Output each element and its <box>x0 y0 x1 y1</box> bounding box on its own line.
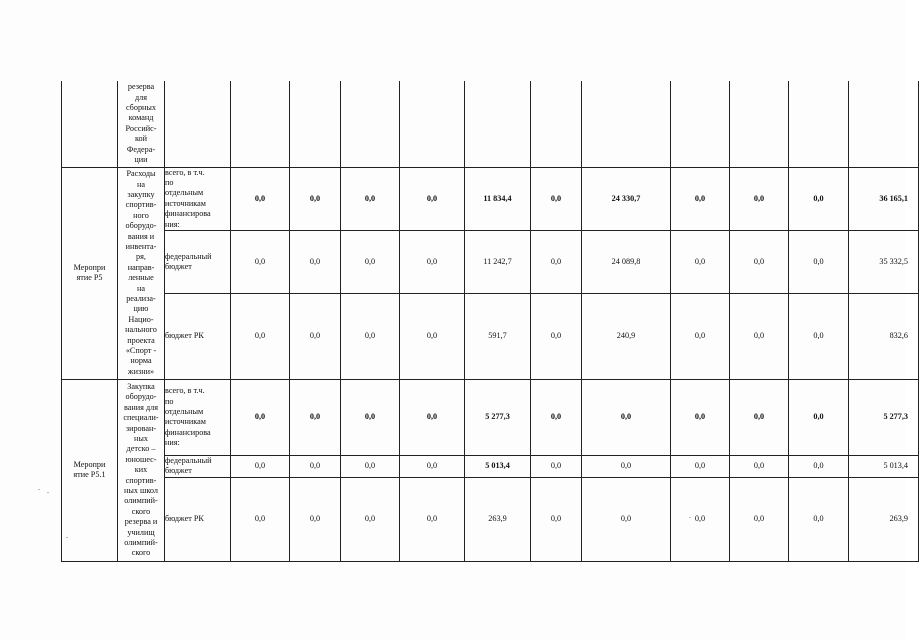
value-cell: 0,0 <box>400 477 465 561</box>
value-cell: 0,0 <box>231 455 290 477</box>
text-line: ского <box>131 548 151 558</box>
value-cell: 0,0 <box>582 455 671 477</box>
value-cell: 0,0 <box>400 379 465 455</box>
text-line: детско – <box>126 444 156 454</box>
text-line: ного <box>133 210 149 220</box>
value-cell: 0,0 <box>231 230 290 293</box>
value-cell: 0,0 <box>341 477 400 561</box>
value-cell: 0,0 <box>531 455 582 477</box>
value-cell <box>531 81 582 167</box>
value-cell: 0,0 <box>671 455 730 477</box>
text-line: по <box>165 177 174 187</box>
value-cell: 0,0 <box>290 477 341 561</box>
value-cell <box>400 81 465 167</box>
text-line: оборудо- <box>125 221 157 231</box>
text-line: ных <box>134 434 148 444</box>
source-cell <box>165 455 231 477</box>
text-line: оборудо- <box>125 392 157 402</box>
scan-speck <box>689 517 691 518</box>
value-cell: 0,0 <box>671 477 730 561</box>
value-cell <box>465 81 531 167</box>
value-cell: 11 242,7 <box>465 230 531 293</box>
value-cell: 24 330,7 <box>582 167 671 230</box>
value-cell: 0,0 <box>341 293 400 379</box>
value-cell: 0,0 <box>531 379 582 455</box>
text-line: норма <box>130 356 152 366</box>
p51-total-row <box>62 379 919 455</box>
event-label <box>62 460 117 481</box>
text-line: ятие Р5.1 <box>73 470 106 480</box>
text-line: на <box>136 283 145 293</box>
value-cell: 0,0 <box>231 167 290 230</box>
value-cell: 0,0 <box>789 477 849 561</box>
measure-name-text <box>118 82 164 165</box>
funding-source-label <box>165 331 230 341</box>
value-cell: 0,0 <box>531 167 582 230</box>
value-cell: 0,0 <box>582 477 671 561</box>
text-line: кой <box>134 134 148 144</box>
value-cell <box>582 81 671 167</box>
value-cell: 0,0 <box>341 455 400 477</box>
measure-name-text <box>118 169 164 377</box>
text-line: всего, в т.ч. <box>165 167 205 177</box>
value-cell: 0,0 <box>341 167 400 230</box>
event-label-cell <box>62 167 118 379</box>
text-line: федеральный <box>165 456 212 466</box>
value-cell: 263,9 <box>465 477 531 561</box>
text-line: отдельным <box>165 407 204 417</box>
text-line: Меропри <box>73 262 106 272</box>
text-line: отдельным <box>165 188 204 198</box>
text-line: юношес- <box>125 454 157 464</box>
value-cell: 5 277,3 <box>465 379 531 455</box>
budget-table <box>61 81 919 562</box>
p51-federal-row <box>62 455 919 477</box>
source-cell <box>165 167 231 230</box>
text-line: Закупка <box>127 381 155 391</box>
value-cell: 0,0 <box>789 379 849 455</box>
text-line: вания и <box>127 231 155 241</box>
funding-source-label <box>165 386 230 448</box>
value-cell: 0,0 <box>730 455 789 477</box>
value-cell <box>290 81 341 167</box>
text-line: инвента- <box>125 242 157 251</box>
scan-speck <box>47 492 49 493</box>
text-line: ния: <box>165 219 180 229</box>
text-line: финансирова <box>165 427 211 437</box>
total-cell: 5 277,3 <box>849 379 919 455</box>
value-cell: 0,0 <box>400 455 465 477</box>
value-cell: 0,0 <box>789 167 849 230</box>
text-line: команд <box>128 113 154 123</box>
source-cell <box>165 230 231 293</box>
text-line: ния: <box>165 438 180 448</box>
text-line: на <box>136 179 145 189</box>
text-line: олимпий- <box>124 538 158 548</box>
total-cell: 832,6 <box>849 293 919 379</box>
p5-total-row <box>62 167 919 230</box>
text-line: ных школ <box>124 486 158 496</box>
text-line: специали- <box>123 413 159 423</box>
total-cell: 5 013,4 <box>849 455 919 477</box>
measure-name-cell <box>118 379 165 561</box>
value-cell <box>789 81 849 167</box>
text-line: по <box>165 396 174 406</box>
source-cell <box>165 477 231 561</box>
value-cell: 591,7 <box>465 293 531 379</box>
value-cell: 0,0 <box>341 379 400 455</box>
value-cell: 0,0 <box>290 167 341 230</box>
value-cell: 0,0 <box>290 293 341 379</box>
text-line: финансирова <box>165 209 211 219</box>
text-line: ятие Р5 <box>76 273 103 283</box>
event-label <box>62 263 117 284</box>
value-cell: 0,0 <box>290 379 341 455</box>
value-cell: 11 834,4 <box>465 167 531 230</box>
value-cell: 5 013,4 <box>465 455 531 477</box>
value-cell <box>231 81 290 167</box>
funding-source-label <box>165 168 230 230</box>
value-cell: 0,0 <box>789 455 849 477</box>
measure-name-cell <box>118 167 165 379</box>
total-cell: 35 332,5 <box>849 230 919 293</box>
text-line: для <box>134 92 148 102</box>
value-cell: 0,0 <box>671 167 730 230</box>
value-cell: 0,0 <box>531 293 582 379</box>
text-line: бюджет <box>165 466 192 476</box>
text-line: Расходы <box>126 169 156 179</box>
text-line: сборных <box>125 102 157 112</box>
text-line: «Спорт - <box>125 346 157 356</box>
text-line: направ- <box>127 262 155 272</box>
text-line: олимпий- <box>124 496 158 506</box>
value-cell: 0,0 <box>730 477 789 561</box>
value-cell: 0,0 <box>789 293 849 379</box>
p5-rk-row <box>62 293 919 379</box>
text-line: ского <box>131 506 151 516</box>
p5-federal-row <box>62 230 919 293</box>
value-cell: 0,0 <box>531 477 582 561</box>
p51-rk-row <box>62 477 919 561</box>
text-line: жизни» <box>127 366 155 376</box>
source-cell <box>165 379 231 455</box>
value-cell: 0,0 <box>582 379 671 455</box>
value-cell: 0,0 <box>231 293 290 379</box>
total-cell: 36 165,1 <box>849 167 919 230</box>
value-cell: 0,0 <box>730 379 789 455</box>
text-line: проекта <box>127 335 155 345</box>
text-line: училищ <box>127 527 155 537</box>
text-line: резерва и <box>124 517 158 527</box>
value-cell: 0,0 <box>231 379 290 455</box>
text-line: Российс- <box>125 123 157 133</box>
value-cell: 0,0 <box>730 230 789 293</box>
text-line: нального <box>125 325 157 335</box>
continued-row <box>62 81 919 167</box>
text-line: ких <box>134 465 148 475</box>
text-line: Нацио- <box>128 314 154 324</box>
value-cell <box>849 81 919 167</box>
text-line: бюджет <box>165 261 192 271</box>
text-line: ря, <box>136 252 146 262</box>
value-cell: 0,0 <box>671 293 730 379</box>
text-line: бюджет РК <box>165 331 204 341</box>
text-line: резерва <box>127 82 155 92</box>
event-label-cell <box>62 379 118 561</box>
value-cell <box>671 81 730 167</box>
scan-speck <box>66 537 68 538</box>
value-cell: 0,0 <box>400 293 465 379</box>
text-line: источникам <box>165 198 206 208</box>
source-cell <box>165 81 231 167</box>
value-cell <box>730 81 789 167</box>
value-cell: 0,0 <box>671 379 730 455</box>
text-line: ции <box>134 154 148 164</box>
measure-name-cell <box>118 81 165 167</box>
text-line: бюджет РК <box>165 514 204 524</box>
measure-name-text <box>118 382 164 559</box>
text-line: вания для <box>124 402 158 412</box>
scan-speck <box>38 489 40 490</box>
value-cell: 0,0 <box>400 230 465 293</box>
value-cell <box>341 81 400 167</box>
source-cell <box>165 293 231 379</box>
text-line: закупку <box>127 189 155 199</box>
text-line: Федера- <box>126 144 156 154</box>
text-line: цию <box>133 304 149 314</box>
text-line: спортив- <box>125 200 157 210</box>
value-cell: 0,0 <box>231 477 290 561</box>
value-cell: 0,0 <box>400 167 465 230</box>
text-line: всего, в т.ч. <box>165 386 205 396</box>
event-cell <box>62 81 118 167</box>
text-line: зирован- <box>125 423 157 433</box>
value-cell: 0,0 <box>290 455 341 477</box>
value-cell: 0,0 <box>789 230 849 293</box>
funding-source-label <box>165 456 230 477</box>
text-line: Меропри <box>73 460 106 470</box>
value-cell: 0,0 <box>531 230 582 293</box>
funding-source-label <box>165 252 230 273</box>
value-cell: 240,9 <box>582 293 671 379</box>
value-cell: 0,0 <box>730 167 789 230</box>
value-cell: 0,0 <box>730 293 789 379</box>
text-line: источникам <box>165 417 206 427</box>
funding-source-label <box>165 514 230 524</box>
text-line: ленные <box>128 273 154 283</box>
value-cell: 24 089,8 <box>582 230 671 293</box>
value-cell: 0,0 <box>341 230 400 293</box>
value-cell: 0,0 <box>671 230 730 293</box>
text-line: федеральный <box>165 251 212 261</box>
total-cell: 263,9 <box>849 477 919 561</box>
text-line: спортив- <box>125 475 157 485</box>
text-line: реализа- <box>126 294 156 304</box>
value-cell: 0,0 <box>290 230 341 293</box>
